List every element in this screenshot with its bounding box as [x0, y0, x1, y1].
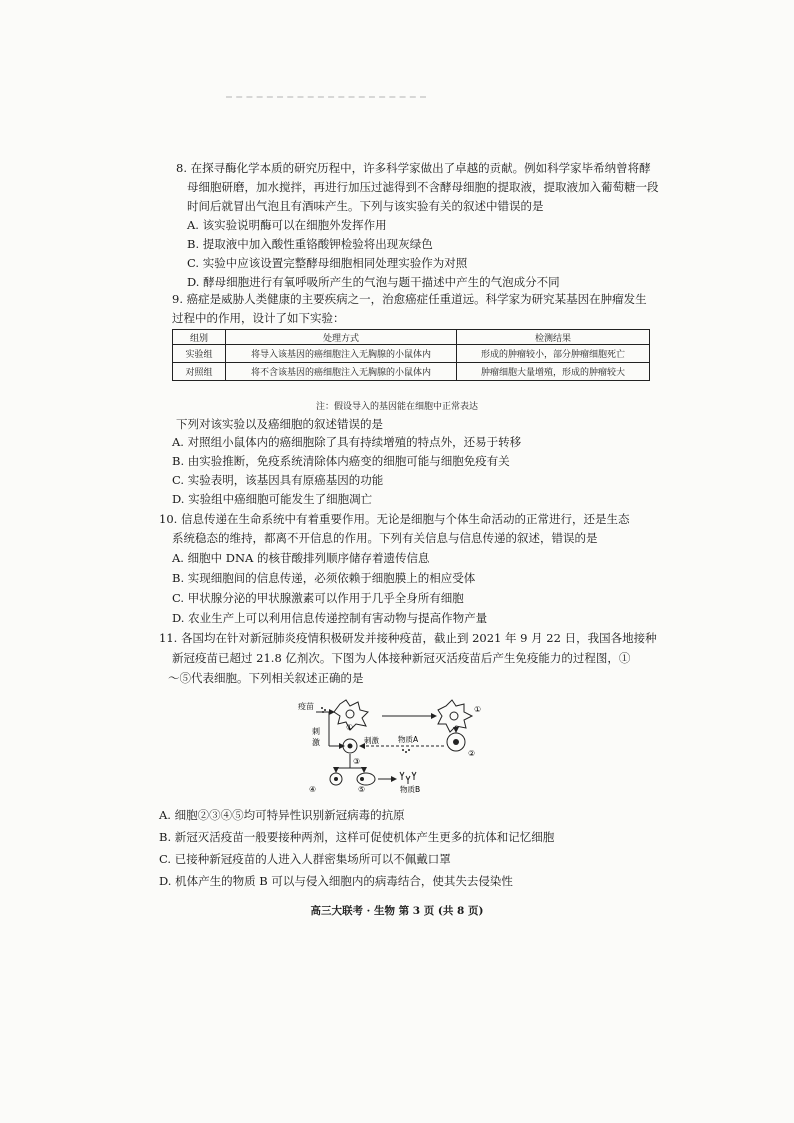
q9-option-c: C. 实验表明，该基因具有原癌基因的功能 [172, 473, 384, 487]
q8-stem-line-2: 母细胞研磨，加水搅拌，再进行加压过滤得到不含酵母细胞的提取液，提取液加入葡萄糖一段 [187, 180, 659, 194]
q8-option-a: A. 该实验说明酶可以在细胞外发挥作用 [187, 218, 387, 232]
q9-option-b: B. 由实验推断，免疫系统清除体内癌变的细胞可能与细胞免疫有关 [172, 454, 510, 468]
table-header-group: 组别 [173, 330, 226, 345]
table-header-treatment: 处理方式 [226, 330, 457, 345]
table-header-row [173, 330, 650, 345]
q11-option-d: D. 机体产生的物质 B 可以与侵入细胞内的病毒结合，使其失去侵染性 [159, 874, 513, 888]
q10-option-c: C. 甲状腺分泌的甲状腺激素可以作用于几乎全身所有细胞 [172, 591, 464, 605]
cell-4 [330, 773, 342, 785]
q8-option-c: C. 实验中应该设置完整酵母细胞相同处理实验作为对照 [187, 256, 468, 270]
q10-stem-line-2: 系统稳态的维持，都离不开信息的作用。下列有关信息与信息传递的叙述，错误的是 [172, 531, 598, 545]
experiment-table [172, 329, 650, 381]
cell-3 [343, 739, 357, 753]
cell-1-label: ① [346, 723, 354, 732]
q11-stem-line-1: 11. 各国均在针对新冠肺炎疫情积极研发并接种疫苗，截止到 2021 年 9 月 22 日，我国各地接种 [159, 631, 657, 645]
q9-stem-line-2: 过程中的作用，设计了如下实验： [172, 311, 345, 325]
q9-option-a: A. 对照组小鼠体内的癌细胞除了具有持续增殖的特点外，还易于转移 [172, 435, 522, 449]
q9-option-d: D. 实验组中癌细胞可能发生了细胞凋亡 [172, 492, 373, 506]
q9-prompt: 下列对该实验以及癌细胞的叙述错误的是 [176, 417, 383, 431]
table-cell: 对照组 [173, 363, 226, 381]
scan-artifact [226, 96, 426, 104]
q11-stem-line-2: 新冠疫苗已超过 21.8 亿剂次。下图为人体接种新冠灭活疫苗后产生免疫能力的过程图，① [172, 651, 631, 665]
q8-option-b: B. 提取液中加入酸性重铬酸钾检验将出现灰绿色 [187, 237, 433, 251]
q11-option-a: A. 细胞②③④⑤均可特异性识别新冠病毒的抗原 [159, 808, 405, 822]
substance-b-label: 物质B [400, 785, 421, 793]
stim-label-2: 激 [312, 738, 320, 747]
cell-3-label: ③ [353, 757, 361, 766]
stim-label-1: 刺 [312, 727, 320, 736]
stim-label-3: 刺激 [364, 736, 379, 745]
q8-stem-line-3: 时间后就冒出气泡且有酒味产生。下列与该实验有关的叙述中错误的是 [187, 199, 544, 213]
q11-option-b: B. 新冠灭活疫苗一般要接种两剂，这样可促使机体产生更多的抗体和记忆细胞 [159, 830, 555, 844]
cell-4-label: ④ [309, 785, 317, 793]
table-cell: 肿瘤细胞大量增殖，形成的肿瘤较大 [457, 363, 650, 381]
table-note: 注：假设导入的基因能在细胞中正常表达 [315, 402, 478, 412]
page-footer: 高三大联考 · 生物 第 3 页 (共 8 页) [310, 905, 484, 917]
table-cell: 实验组 [173, 345, 226, 363]
q10-option-d: D. 农业生产上可以利用信息传递控制有害动物与提高作物产量 [172, 611, 488, 625]
table-header-result: 检测结果 [457, 330, 650, 345]
antibody-marks [400, 772, 416, 784]
substance-a-label: 物质A [398, 735, 419, 744]
q10-option-b: B. 实现细胞间的信息传递，必须依赖于细胞膜上的相应受体 [172, 571, 476, 585]
cell-1b-label: ① [474, 705, 482, 714]
cell-5-label: ⑤ [358, 785, 366, 793]
cell-5 [357, 773, 375, 785]
vaccine-label: 疫苗 [298, 702, 314, 711]
q9-stem-line-1: 9. 癌症是威胁人类健康的主要疾病之一，治愈癌症任重道远。科学家为研究某基因在肿瘤发生 [172, 292, 647, 306]
q11-option-c: C. 已接种新冠疫苗的人进入人群密集场所可以不佩戴口罩 [159, 852, 451, 866]
table-cell: 将导入该基因的癌细胞注入无胸腺的小鼠体内 [226, 345, 457, 363]
q10-stem-line-1: 10. 信息传递在生命系统中有着重要作用。无论是细胞与个体生命活动的正常进行，还是生态 [159, 512, 630, 526]
cell-2-label: ② [468, 749, 476, 758]
cell-1-right [438, 700, 472, 732]
table-row [173, 363, 650, 381]
q8-option-d: D. 酵母细胞进行有氧呼吸所产生的气泡与题干描述中产生的气泡成分不同 [187, 275, 560, 289]
table-cell: 形成的肿瘤较小，部分肿瘤细胞死亡 [457, 345, 650, 363]
q10-option-a: A. 细胞中 DNA 的核苷酸排列顺序储存着遗传信息 [172, 551, 430, 565]
cell-2 [447, 733, 465, 751]
table-cell: 将不含该基因的癌细胞注入无胸腺的小鼠体内 [226, 363, 457, 381]
substance-a-dots [402, 749, 410, 753]
q11-stem-line-3: ～⑤代表细胞。下列相关叙述正确的是 [168, 671, 364, 685]
table-row [173, 345, 650, 363]
q8-stem-line-1: 8. 在探寻酶化学本质的研究历程中，许多科学家做出了卓越的贡献。例如科学家毕希纳曾将酵 [176, 161, 651, 175]
immune-process-diagram [296, 698, 516, 793]
